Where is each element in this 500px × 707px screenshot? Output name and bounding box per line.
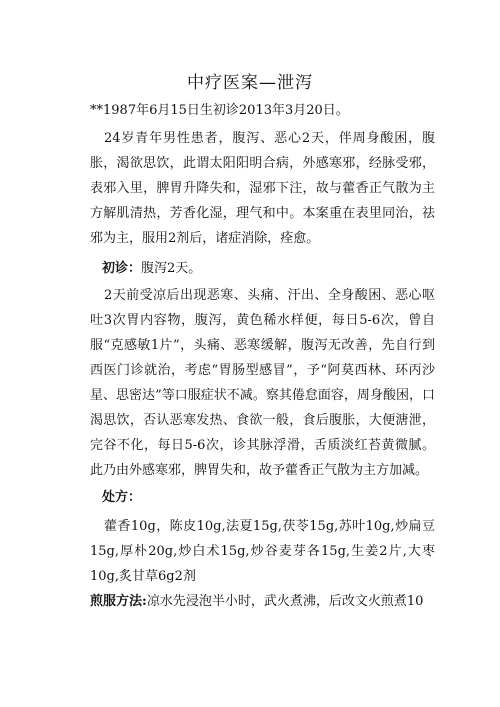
first-visit-line [102,256,201,281]
prescription-label: 处方： [102,490,142,505]
patient-info-line: **1987年6月15日生初诊2013年3月20日。 [90,103,349,118]
prescription-label-line [102,485,141,510]
first-visit-text: 腹泻2天。 [141,261,202,276]
decoction-label: 煎服方法: [90,594,147,609]
prescription-text: 藿香10g，陈皮10g,法夏15g,茯苓15g,苏叶10g,炒扁豆15g,厚朴20g,炒白术15g,炒谷麦芽各15g,生姜2片,大枣10g,炙甘草6g2剂 [90,519,435,584]
page-title: 中疗医案—泄泻 [187,73,313,93]
case-summary-paragraph: 24岁青年男性患者，腹泻、恶心2天，伴周身酸困，腹胀，渴欲思饮，此谓太阳阳明合病，外感寒邪，经脉受邪，表邪入里，脾胃升降失和，湿邪下注，故与藿香正气散为主方解肌清热，芳香化湿，理气和中。本案重在表里同治，祛邪为主，服用2剂后，诸症消除，痊愈。 [90,131,435,246]
decoction-text: 凉水先浸泡半小时，武火煮沸，后改文火煎煮10 [146,594,424,609]
first-visit-label: 初诊： [102,261,142,276]
history-paragraph: 2天前受凉后出现恶寒、头痛、汗出、全身酸困、恶心呕吐3次胃内容物，腹泻，黄色稀水样便，每日5-6次，曾自服“克感敏1片”，头痛、恶寒缓解，腹泻无改善，先自行到西医门诊就治，考虑“胃肠型感冒”，予“阿莫西林、环丙沙星、思密达”等口服症状不减。察其倦怠面容，周身酸困，口渴思饮，否认恶寒发热、食欲一般，食后腹胀，大便溏泄，完谷不化，每日5-6次，诊其脉浮滑，舌质淡红苔黄微腻。此乃由外感寒邪，脾胃失和，故予藿香正气散为主方加减。 [90,288,435,478]
decoction-line [90,589,435,614]
